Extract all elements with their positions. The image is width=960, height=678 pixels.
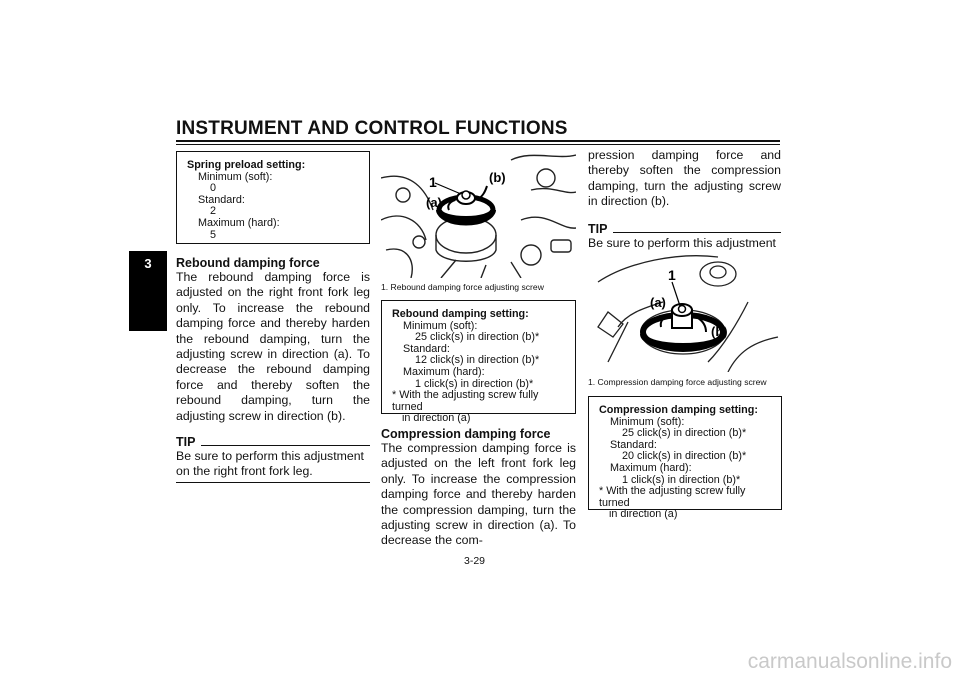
rebound-std-label: Standard: bbox=[403, 342, 450, 355]
spring-max-value: 5 bbox=[210, 228, 217, 241]
watermark[interactable]: carmanualsonline.info bbox=[747, 650, 952, 673]
figure1-caption: 1. Rebound damping force adjusting screw bbox=[381, 282, 544, 292]
header-rule-thin bbox=[176, 144, 780, 145]
rebound-body: The rebound damping force is adjusted on the right front fork leg only. To increase the rebound damping force and thereby harden the rebound damping, turn the adjusting screw in direction (a). To decrease the rebound damping force and thereby soften the rebound damping, turn the adjusting screw in direction (b). bbox=[176, 270, 370, 423]
tip-end-rule bbox=[176, 482, 370, 483]
spring-min-value: 0 bbox=[210, 182, 217, 195]
rebound-adjuster-figure bbox=[381, 150, 576, 278]
page-header-title: INSTRUMENT AND CONTROL FUNCTIONS bbox=[176, 118, 568, 139]
compression-std-value: 20 click(s) in direction (b)* bbox=[622, 450, 747, 463]
compression-min-value: 25 click(s) in direction (b)* bbox=[622, 427, 747, 440]
rebound-max-label: Maximum (hard): bbox=[403, 365, 485, 378]
compression-section bbox=[381, 427, 576, 549]
rebound-note-line2: in direction (a) bbox=[402, 412, 471, 425]
compression-adjuster-illustration bbox=[588, 252, 781, 372]
compression-std-label: Standard: bbox=[610, 438, 657, 451]
compression-tip-row bbox=[588, 222, 781, 236]
rebound-adjuster-illustration bbox=[381, 150, 576, 278]
spring-min-label: Minimum (soft): bbox=[198, 170, 273, 183]
fig1-label-a: (a) bbox=[426, 195, 442, 210]
compression-body-part1: The compression damping force is adjusted on the left front fork leg only. To increase the compression damping force and thereby harden the compression damping, turn the adjusting screw in direction (a). To decrease the com- bbox=[381, 441, 576, 548]
fig1-label-b: (b) bbox=[489, 170, 506, 185]
compression-note bbox=[599, 486, 771, 509]
rebound-setting-box bbox=[381, 300, 576, 425]
rebound-tip-row bbox=[176, 435, 370, 449]
rebound-note-star: * bbox=[392, 389, 397, 402]
rebound-std-value: 12 click(s) in direction (b)* bbox=[415, 354, 540, 367]
compression-note-line1: With the adjusting screw fully turned bbox=[599, 485, 746, 509]
spring-std-label: Standard: bbox=[198, 193, 245, 206]
rebound-max-value: 1 click(s) in direction (b)* bbox=[415, 377, 534, 390]
compression-max-value: 1 click(s) in direction (b)* bbox=[622, 473, 741, 486]
compression-adjuster-figure bbox=[588, 252, 781, 372]
compression-max-label: Maximum (hard): bbox=[610, 461, 692, 474]
rebound-note-line1: With the adjusting screw fully turned bbox=[392, 389, 539, 413]
page-number: 3-29 bbox=[464, 555, 486, 567]
tip-rule bbox=[613, 232, 781, 233]
rebound-section bbox=[176, 256, 370, 483]
compression-min-label: Minimum (soft): bbox=[610, 415, 685, 428]
header-rule bbox=[176, 140, 780, 142]
spring-preload-title: Spring preload setting: bbox=[187, 159, 306, 171]
fig2-label-a: (a) bbox=[650, 295, 666, 310]
compression-setting-box bbox=[588, 396, 782, 521]
spring-preload-box bbox=[176, 151, 370, 244]
rebound-tip-label: TIP bbox=[176, 435, 196, 450]
compression-setting-title: Compression damping setting: bbox=[599, 404, 758, 416]
rebound-tip-text: Be sure to perform this adjustment on the right front fork leg. bbox=[176, 449, 364, 479]
compression-heading: Compression damping force bbox=[381, 427, 551, 441]
rebound-min-label: Minimum (soft): bbox=[403, 319, 478, 332]
compression-note-line2: in direction (a) bbox=[609, 508, 678, 521]
spring-std-value: 2 bbox=[210, 205, 217, 218]
compression-tip-label: TIP bbox=[588, 221, 608, 236]
rebound-setting-title: Rebound damping setting: bbox=[392, 308, 529, 320]
compression-tip-text: Be sure to perform this adjustment bbox=[588, 235, 776, 250]
figure2-caption: 1. Compression damping force adjusting screw bbox=[588, 377, 767, 387]
rebound-heading: Rebound damping force bbox=[176, 256, 320, 270]
rebound-note bbox=[392, 390, 565, 413]
fig2-label-b: (b) bbox=[711, 324, 728, 339]
compression-body-part2: pression damping force and thereby soften the compression damping, turn the adjusting screw in direction (b). bbox=[588, 148, 781, 209]
fig2-label-1: 1 bbox=[668, 267, 676, 283]
rebound-min-value: 25 click(s) in direction (b)* bbox=[415, 331, 540, 344]
spring-max-label: Maximum (hard): bbox=[198, 216, 280, 229]
chapter-tab: 3 bbox=[129, 251, 167, 331]
compression-note-star: * bbox=[599, 485, 604, 498]
tip-rule bbox=[201, 445, 370, 446]
fig1-label-1: 1 bbox=[429, 174, 437, 190]
